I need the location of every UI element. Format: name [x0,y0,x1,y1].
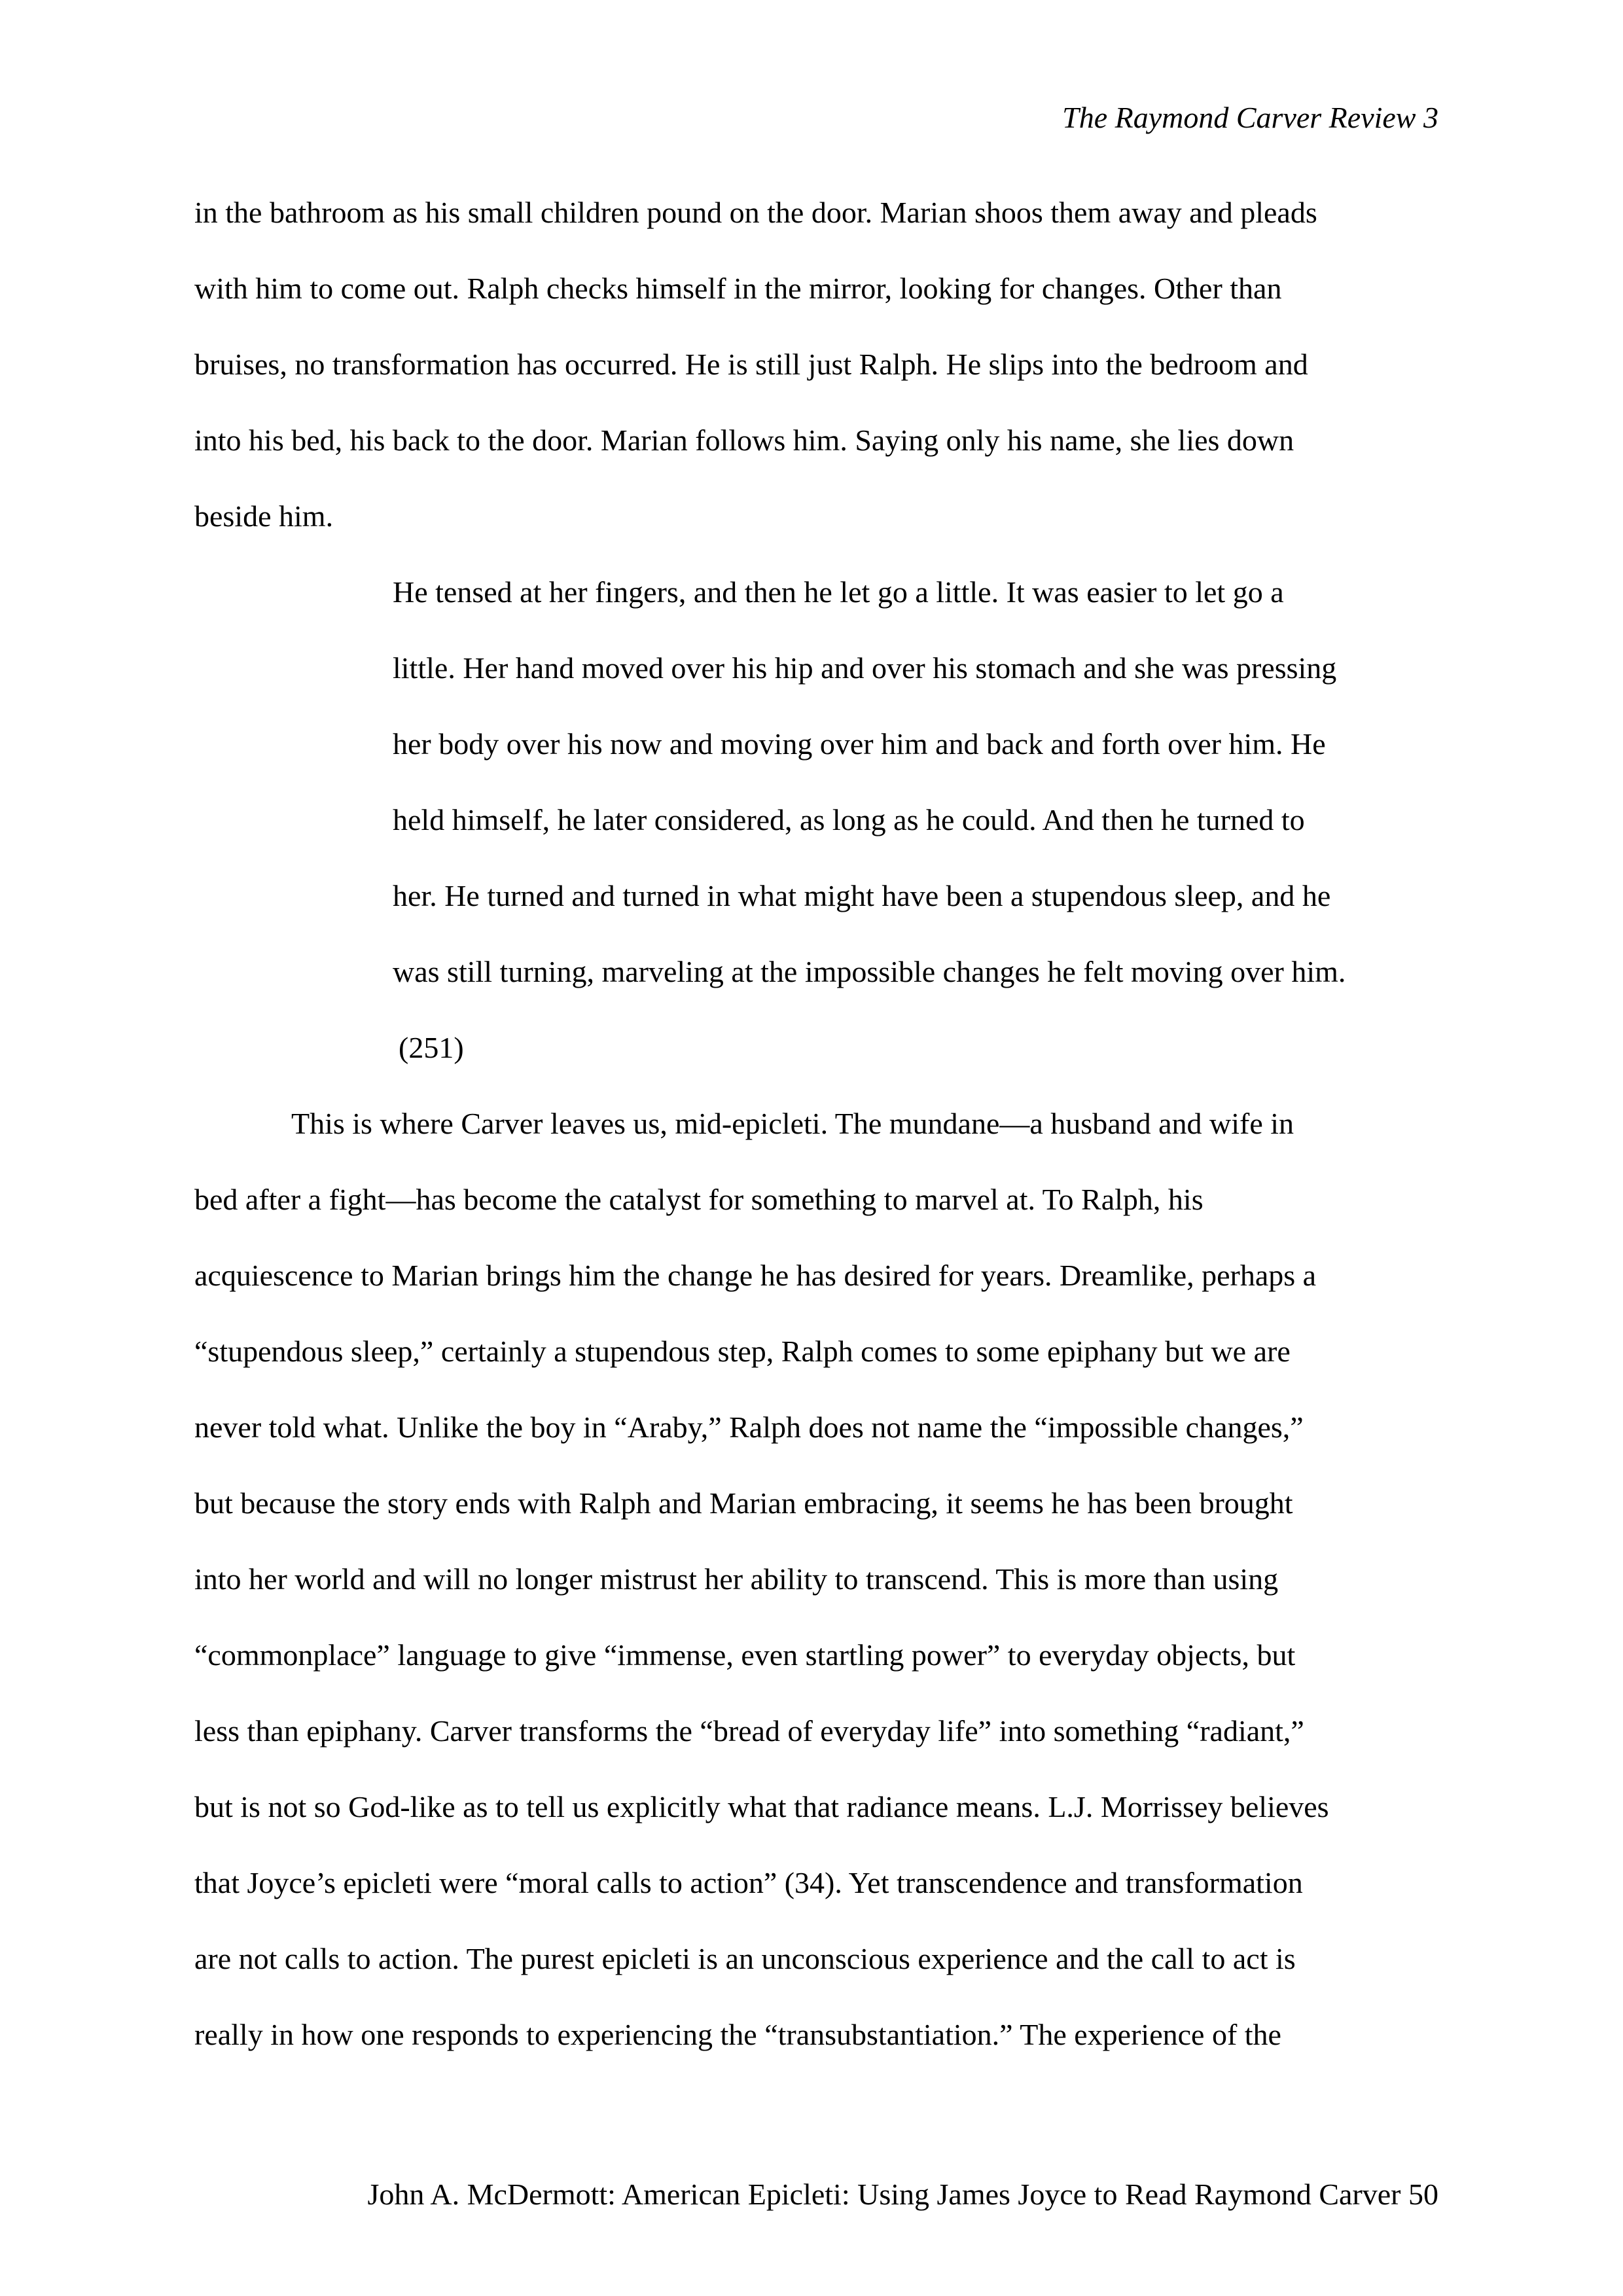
body-line: but because the story ends with Ralph and Marian embracing, it seems he has been brought [194,1486,1293,1520]
body-line: that Joyce’s epicleti were “moral calls to action” (34). Yet transcendence and transformation [194,1866,1303,1899]
body-line: are not calls to action. The purest epicleti is an unconscious experience and the call to act is [194,1942,1296,1975]
body-line: bed after a fight—has become the catalyst for something to marvel at. To Ralph, his [194,1183,1204,1216]
body-line: less than epiphany. Carver transforms the “bread of everyday life” into something “radiant,” [194,1714,1304,1748]
body-line: in the bathroom as his small children pound on the door. Marian shoos them away and pleads [194,196,1317,229]
body-line: into her world and will no longer mistrust her ability to transcend. This is more than using [194,1562,1279,1596]
body-line: “stupendous sleep,” certainly a stupendous step, Ralph comes to some epiphany but we are [194,1335,1291,1368]
block-quote-line: her. He turned and turned in what might have been a stupendous sleep, and he [393,879,1331,912]
body-line: into his bed, his back to the door. Marian follows him. Saying only his name, she lies down [194,423,1294,457]
body-line: This is where Carver leaves us, mid-epicleti. The mundane—a husband and wife in [291,1107,1294,1140]
body-line: acquiescence to Marian brings him the change he has desired for years. Dreamlike, perhaps a [194,1259,1317,1292]
body-line: beside him. [194,499,334,533]
body-line: “commonplace” language to give “immense, even startling power” to everyday objects, but [194,1638,1296,1672]
running-footer: John A. McDermott: American Epicleti: Using James Joyce to Read Raymond Carver 50 [367,2178,1438,2211]
running-header: The Raymond Carver Review 3 [1062,101,1438,134]
block-quote-line: was still turning, marveling at the impossible changes he felt moving over him. [393,955,1346,988]
block-quote-line: little. Her hand moved over his hip and over his stomach and she was pressing [393,651,1337,685]
body-line: never told what. Unlike the boy in “Araby,” Ralph does not name the “impossible changes,” [194,1410,1304,1444]
block-quote-line: held himself, he later considered, as long as he could. And then he turned to [393,803,1305,836]
body-line: but is not so God-like as to tell us explicitly what that radiance means. L.J. Morrissey believes [194,1790,1329,1823]
body-line: with him to come out. Ralph checks himself in the mirror, looking for changes. Other than [194,272,1282,305]
block-quote-line: He tensed at her fingers, and then he let go a little. It was easier to let go a [393,575,1284,609]
body-line: really in how one responds to experiencing the “transubstantiation.” The experience of the [194,2018,1281,2051]
citation: (251) [399,1031,464,1064]
block-quote-line: her body over his now and moving over him and back and forth over him. He [393,727,1326,761]
body-line: bruises, no transformation has occurred. He is still just Ralph. He slips into the bedroom and [194,348,1308,381]
